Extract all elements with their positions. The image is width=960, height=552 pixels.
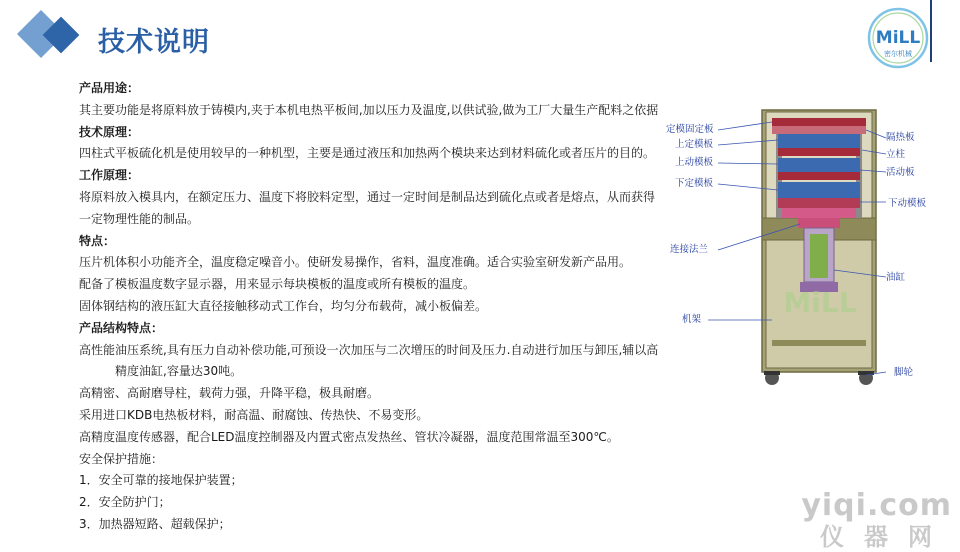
safety-item: 3．加热器短路、超载保护；: [79, 516, 231, 531]
heading-principle: 技术原理：: [79, 124, 140, 139]
heading-safety: 安全保护措施：: [79, 451, 164, 466]
logo-text: MiLL: [875, 28, 921, 48]
machine-diagram: [660, 100, 950, 400]
structure-text-1: 高性能油压系统,具有压力自动补偿功能,可预设一次加压与二次增压的时间及压力.自动进行加压与卸压,辅以高: [79, 342, 659, 357]
working-text-1: 将原料放入模具内，在额定压力、温度下将胶料定型，通过一定时间是制品达到硫化点或者是熔点，从而获得: [79, 189, 656, 204]
label-frame: 机架: [682, 314, 702, 325]
principle-text: 四柱式平板硫化机是使用较早的一种机型，主要是通过液压和加热两个模块来达到材料硫化或者压片的目的。: [79, 146, 656, 161]
fixed-mold-plate: [772, 118, 866, 126]
usage-text: 其主要功能是将原料放于铸模内,夹于本机电热平板间,加以压力及温度,以供试验,做为工厂大量生产配料之依据: [79, 102, 659, 117]
feature-item: 配备了模板温度数字显示器，用来显示每块模板的温度或所有模板的温度。: [79, 277, 476, 292]
diagram-watermark: MiLL: [783, 286, 857, 319]
structure-text-2: 精度油缸,容量达30吨。: [115, 364, 243, 379]
watermark-name: 仪器网: [820, 523, 952, 551]
lower-fixed-plate: [778, 182, 860, 198]
upper-moving-plate: [778, 158, 860, 172]
upper-fixed-plate: [778, 134, 860, 148]
label-upper-fixed-plate: 上定模板: [675, 139, 714, 150]
spec-text: [79, 78, 659, 536]
safety-item: 1．安全可靠的接地保护装置；: [79, 473, 243, 488]
label-lower-moving-plate: 下动模板: [888, 198, 927, 209]
logo-subtext: 密尔机械: [884, 50, 912, 58]
heading-working: 工作原理：: [79, 168, 140, 183]
label-caster: 脚轮: [894, 367, 914, 378]
label-insulation-plate: 隔热板: [886, 132, 915, 143]
working-text-2: 一定物理性能的制品。: [79, 211, 200, 226]
heading-usage: 产品用途：: [79, 81, 140, 95]
label-fixed-mold-plate: 定模固定板: [666, 124, 714, 135]
label-connecting-flange: 连接法兰: [670, 244, 709, 255]
structure-item: 高精度温度传感器，配合LED温度控制器及内置式密点发热丝、管状冷凝器，温度范围常温至300℃。: [79, 429, 619, 444]
connecting-flange: [798, 218, 840, 228]
site-watermark: [801, 488, 952, 552]
header-divider: [930, 0, 932, 62]
oil-cylinder: [810, 234, 828, 278]
feature-item: 固体钢结构的液压缸大直径接触移动式工作台，均匀分布载荷，减小板偏差。: [79, 298, 488, 313]
heading-structure: 产品结构特点：: [79, 320, 164, 335]
label-lower-fixed-plate: 下定模板: [675, 178, 714, 189]
safety-item: 2．安全防护门；: [79, 495, 171, 510]
lower-moving-plate: [778, 198, 860, 208]
watermark-domain: yiqi.com: [801, 488, 952, 523]
heading-features: 特点：: [79, 233, 116, 248]
label-moving-plate: 活动板: [886, 167, 915, 178]
structure-item: 采用进口KDB电热板材料，耐高温、耐腐蚀、传热快、不易变形。: [79, 407, 429, 422]
label-column: 立柱: [886, 149, 906, 160]
page-title: 技术说明: [98, 27, 210, 58]
label-upper-moving-plate: 上动模板: [675, 157, 714, 168]
feature-item: 压片机体积小功能齐全，温度稳定噪音小。使研发易操作，省料，温度准确。适合实验室研发新产品用。: [79, 255, 632, 270]
mill-logo: [866, 6, 930, 70]
label-oil-cylinder: 油缸: [886, 272, 906, 283]
structure-item: 高精密、高耐磨导柱，载荷力强，升降平稳，极具耐磨。: [79, 386, 380, 401]
